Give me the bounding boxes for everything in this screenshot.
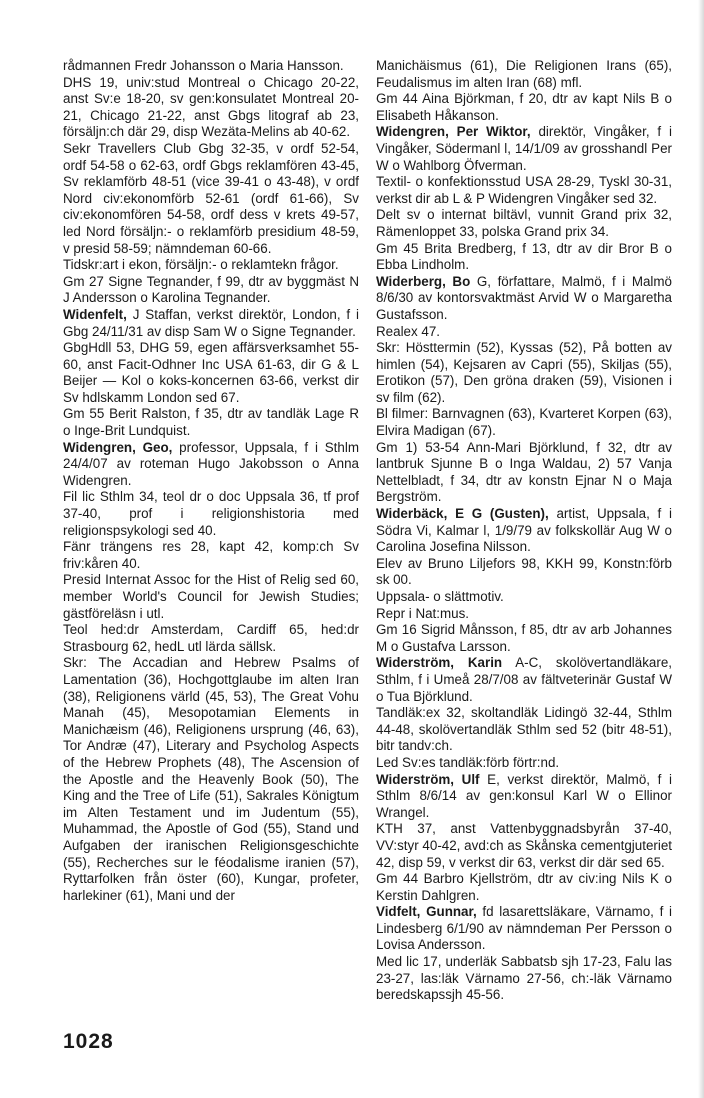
entry-text: Gm 55 Berit Ralston, f 35, dtr av tandläk Lage R o Inge-Brit Lundquist. — [63, 406, 359, 439]
entry-text: Realex 47. — [376, 323, 441, 339]
entry-text: Skr: Hösttermin (52), Kyssas (52), På botten av himlen (54), Kejsaren av Capri (55), Skiljas (55), Erotikon (57), Den gröna draken (59), Visionen i sv film (62). — [376, 340, 672, 405]
biography-paragraph — [376, 821, 672, 871]
entry-text: KTH 37, anst Vattenbyggnadsbyrån 37-40, VV:styr 40-42, avd:ch as Skånska cementgjuteriet 42, disp 59, v verkst dir 63, verkst dir där sed 65. — [376, 821, 672, 870]
entry-text: Manichäismus (61), Die Religionen Irans (65), Feudalismus im alten Iran (68) mfl. — [376, 58, 672, 90]
entry-text: Gm 27 Signe Tegnander, f 99, dtr av byggmäst N J Andersson o Karolina Tegnander. — [63, 273, 359, 306]
entry-text: Tandläk:ex 32, skoltandläk Lidingö 32-44, Sthlm 44-48, skolövertandläk Sthlm sed 52 (bitr 48-51), bitr tandv:ch. — [376, 705, 672, 754]
biography-paragraph — [63, 539, 359, 572]
entry-text: Repr i Nat:mus. — [376, 605, 470, 621]
biography-paragraph — [63, 274, 359, 307]
biography-paragraph — [376, 174, 672, 207]
entry-text: Delt sv o internat biltävl, vunnit Grand prix 32, Rämenloppet 33, polska Grand prix 34. — [376, 207, 672, 239]
biography-paragraph — [63, 58, 359, 75]
biography-paragraph — [63, 406, 359, 439]
biography-paragraph — [376, 91, 672, 124]
biography-paragraph — [63, 489, 359, 539]
biography-paragraph — [63, 655, 359, 904]
biography-paragraph — [376, 556, 672, 589]
entry-text: Tidskr:art i ekon, försäljn:- o reklamtekn frågor. — [63, 257, 339, 273]
biography-paragraph — [63, 257, 359, 274]
entry-text: G, författare, Malmö, f i Malmö 8/6/30 av kontorsvaktmäst Arvid W o Margaretha Gustafsson. — [376, 273, 673, 322]
biography-paragraph — [376, 207, 672, 240]
biography-paragraph — [376, 589, 672, 606]
biography-entry-heading — [63, 307, 359, 340]
entry-text: Skr: The Accadian and Hebrew Psalms of Lamentation (36), Hochgottglaube im alten Iran (38), Religionens värld (45, 53), The Great Vohu Manah (45), Mesopotamian Elements in Manichæism (46), Religionens ursprung (46, 63), Tor Andræ (47), Literary and Psycholog Aspects of the Hebrew Prophets (48), The Ascension of the Apostle and the Heavenly Book (50), The King and the Tree of Life (51), Sakrales Königtum im Alten Testament und im Judentum (55), Muhammad, the Apostle of God (55), Stand und Aufgaben der iranischen Religionsgeschichte (55), Recherches sur le féodalisme iranien (57), Ryttarfolken från öster (60), Kungar, profeter, harlekiner (61), Mani und der — [63, 655, 359, 903]
biography-entry-heading — [376, 772, 672, 822]
entry-text: Fänr trängens res 28, kapt 42, komp:ch Sv friv:kåren 40. — [63, 539, 359, 571]
biography-paragraph — [376, 440, 672, 506]
biography-paragraph — [63, 340, 359, 406]
entry-text: professor, Uppsala, f i Sthlm 24/4/07 av roteman Hugo Jakobsson o Anna Widengren. — [63, 439, 359, 488]
entry-text: Gm 44 Barbro Kjellström, dtr av civ:ing Nils K o Kerstin Dahlgren. — [376, 871, 672, 903]
biography-entry-heading — [376, 124, 672, 174]
entry-text: Gm 16 Sigrid Månsson, f 85, dtr av arb Johannes M o Gustafva Larsson. — [376, 622, 672, 654]
biography-paragraph — [376, 705, 672, 755]
entry-text: Presid Internat Assoc for the Hist of Relig sed 60, member World's Council for Jewish Studies; gästföreläsn i utl. — [63, 572, 359, 621]
entry-text: Teol hed:dr Amsterdam, Cardiff 65, hed:dr Strasbourg 62, hedL utl lärda sällsk. — [63, 622, 359, 654]
biography-paragraph — [376, 755, 672, 772]
biography-paragraph — [376, 606, 672, 623]
entry-text: GbgHdll 53, DHG 59, egen affärsverksamhet 55-60, anst Facit-Odhner Inc USA 61-63, dir G & L Beijer — Kol o koks-koncernen 63-66, verkst dir Sv hdlskamm London sed 67. — [63, 340, 359, 405]
biography-paragraph — [376, 406, 672, 439]
page-number: 1028 — [63, 1030, 114, 1053]
biography-paragraph — [63, 141, 359, 257]
entry-text: Fil lic Sthlm 34, teol dr o doc Uppsala 36, tf prof 37-40, prof i religionshistoria med religionspsykologi sed 40. — [63, 489, 359, 538]
entry-text: Gm 44 Aina Björkman, f 20, dtr av kapt Nils B o Elisabeth Håkanson. — [376, 91, 672, 123]
right-column — [376, 58, 672, 1004]
left-column — [63, 58, 359, 904]
entry-name: Widengren, Per Wiktor, — [376, 124, 531, 140]
entry-text: Med lic 17, underläk Sabbatsb sjh 17-23, Falu las 23-27, las:läk Värnamo 27-56, ch:-läk Värnamo beredskapssjh 45-56. — [376, 954, 672, 1003]
page-edge-shadow — [698, 0, 704, 1098]
entry-text: rådmannen Fredr Johansson o Maria Hansson. — [63, 58, 344, 73]
entry-name: Vidfelt, Gunnar, — [376, 904, 477, 920]
entry-text: Sekr Travellers Club Gbg 32-35, v ordf 52-54, ordf 54-58 o 62-63, ordf Gbgs reklamfören 43-45, Sv reklamförb 48-51 (vice 39-41 o 43-48), v ordf Nord civ:ekonomförb 52-61 (ordf 61-66), Sv civ:ekonomfören 54-58, ordf dess v krets 49-57, led Nord försäljn:- o reklamförb presidium 48-59, v presid 58-59; nämndeman 60-66. — [63, 140, 359, 256]
entry-text: artist, Uppsala, f i Södra Vi, Kalmar l, 1/9/79 av folkskollär Aug W o Carolina Josefina Nilsson. — [376, 506, 672, 555]
entry-text: A-C, skolövertandläkare, Sthlm, f i Umeå 28/7/08 av fältveterinär Gustaf W o Tua Björklund. — [376, 655, 672, 704]
entry-text: DHS 19, univ:stud Montreal o Chicago 20-22, anst Sv:e 18-20, sv gen:konsulatet Montreal 20-21, Chicago 21-22, anst Gbgs litograf ab 23, försäljn:ch där 29, disp Wezäta-Melins ab 40-62. — [63, 74, 359, 140]
entry-text: Textil- o konfektionsstud USA 28-29, Tyskl 30-31, verkst dir ab L & P Widengren Vingåker sed 32. — [376, 174, 672, 206]
entry-text: fd lasarettsläkare, Värnamo, f i Lindesberg 6/1/90 av nämndeman Per Persson o Lovisa Andersson. — [376, 904, 672, 953]
biography-entry-heading — [376, 904, 672, 954]
biography-paragraph — [63, 622, 359, 655]
biography-paragraph — [376, 241, 672, 274]
biography-paragraph — [376, 324, 672, 341]
biography-entry-heading — [376, 274, 672, 324]
biography-paragraph — [63, 75, 359, 141]
entry-text: Bl filmer: Barnvagnen (63), Kvarteret Korpen (63), Elvira Madigan (67). — [376, 406, 672, 439]
entry-name: Widerström, Karin — [376, 655, 503, 671]
entry-name: Widerbäck, E G (Gusten), — [376, 506, 549, 522]
biography-paragraph — [376, 871, 672, 904]
entry-text: direktör, Vingåker, f i Vingåker, Södermanl l, 14/1/09 av grosshandl Per W o Wahlborg Öfverman. — [376, 124, 672, 173]
entry-text: J Staffan, verkst direktör, London, f i Gbg 24/11/31 av disp Sam W o Signe Tegnander. — [63, 306, 359, 339]
entry-text: Gm 45 Brita Bredberg, f 13, dtr av dir Bror B o Ebba Lindholm. — [376, 240, 672, 273]
biography-paragraph — [376, 954, 672, 1004]
entry-text: Gm 1) 53-54 Ann-Mari Björklund, f 32, dtr av lantbruk Sjunne B o Inga Waldau, 2) 57 Vanja Nettelbladt, f 34, dtr av konstn Ejnar N o Maja Bergström. — [376, 439, 672, 505]
biography-entry-heading — [63, 440, 359, 490]
entry-name: Widerström, Ulf — [376, 771, 480, 787]
biography-paragraph — [63, 572, 359, 622]
biography-paragraph — [376, 58, 672, 91]
entry-name: Widerberg, Bo — [376, 273, 471, 289]
entry-name: Widenfelt, — [63, 306, 127, 322]
entry-text: E, verkst direktör, Malmö, f i Sthlm 8/6/14 av gen:konsul Karl W o Ellinor Wrangel. — [376, 771, 672, 820]
biography-paragraph — [376, 622, 672, 655]
biography-entry-heading — [376, 655, 672, 705]
biography-paragraph — [376, 340, 672, 406]
biography-entry-heading — [376, 506, 672, 556]
entry-text: Elev av Bruno Liljefors 98, KKH 99, Konstn:förb sk 00. — [376, 555, 672, 588]
entry-name: Widengren, Geo, — [63, 439, 173, 455]
entry-text: Led Sv:es tandläk:förb förtr:nd. — [376, 754, 560, 770]
entry-text: Uppsala- o slättmotiv. — [376, 589, 504, 604]
